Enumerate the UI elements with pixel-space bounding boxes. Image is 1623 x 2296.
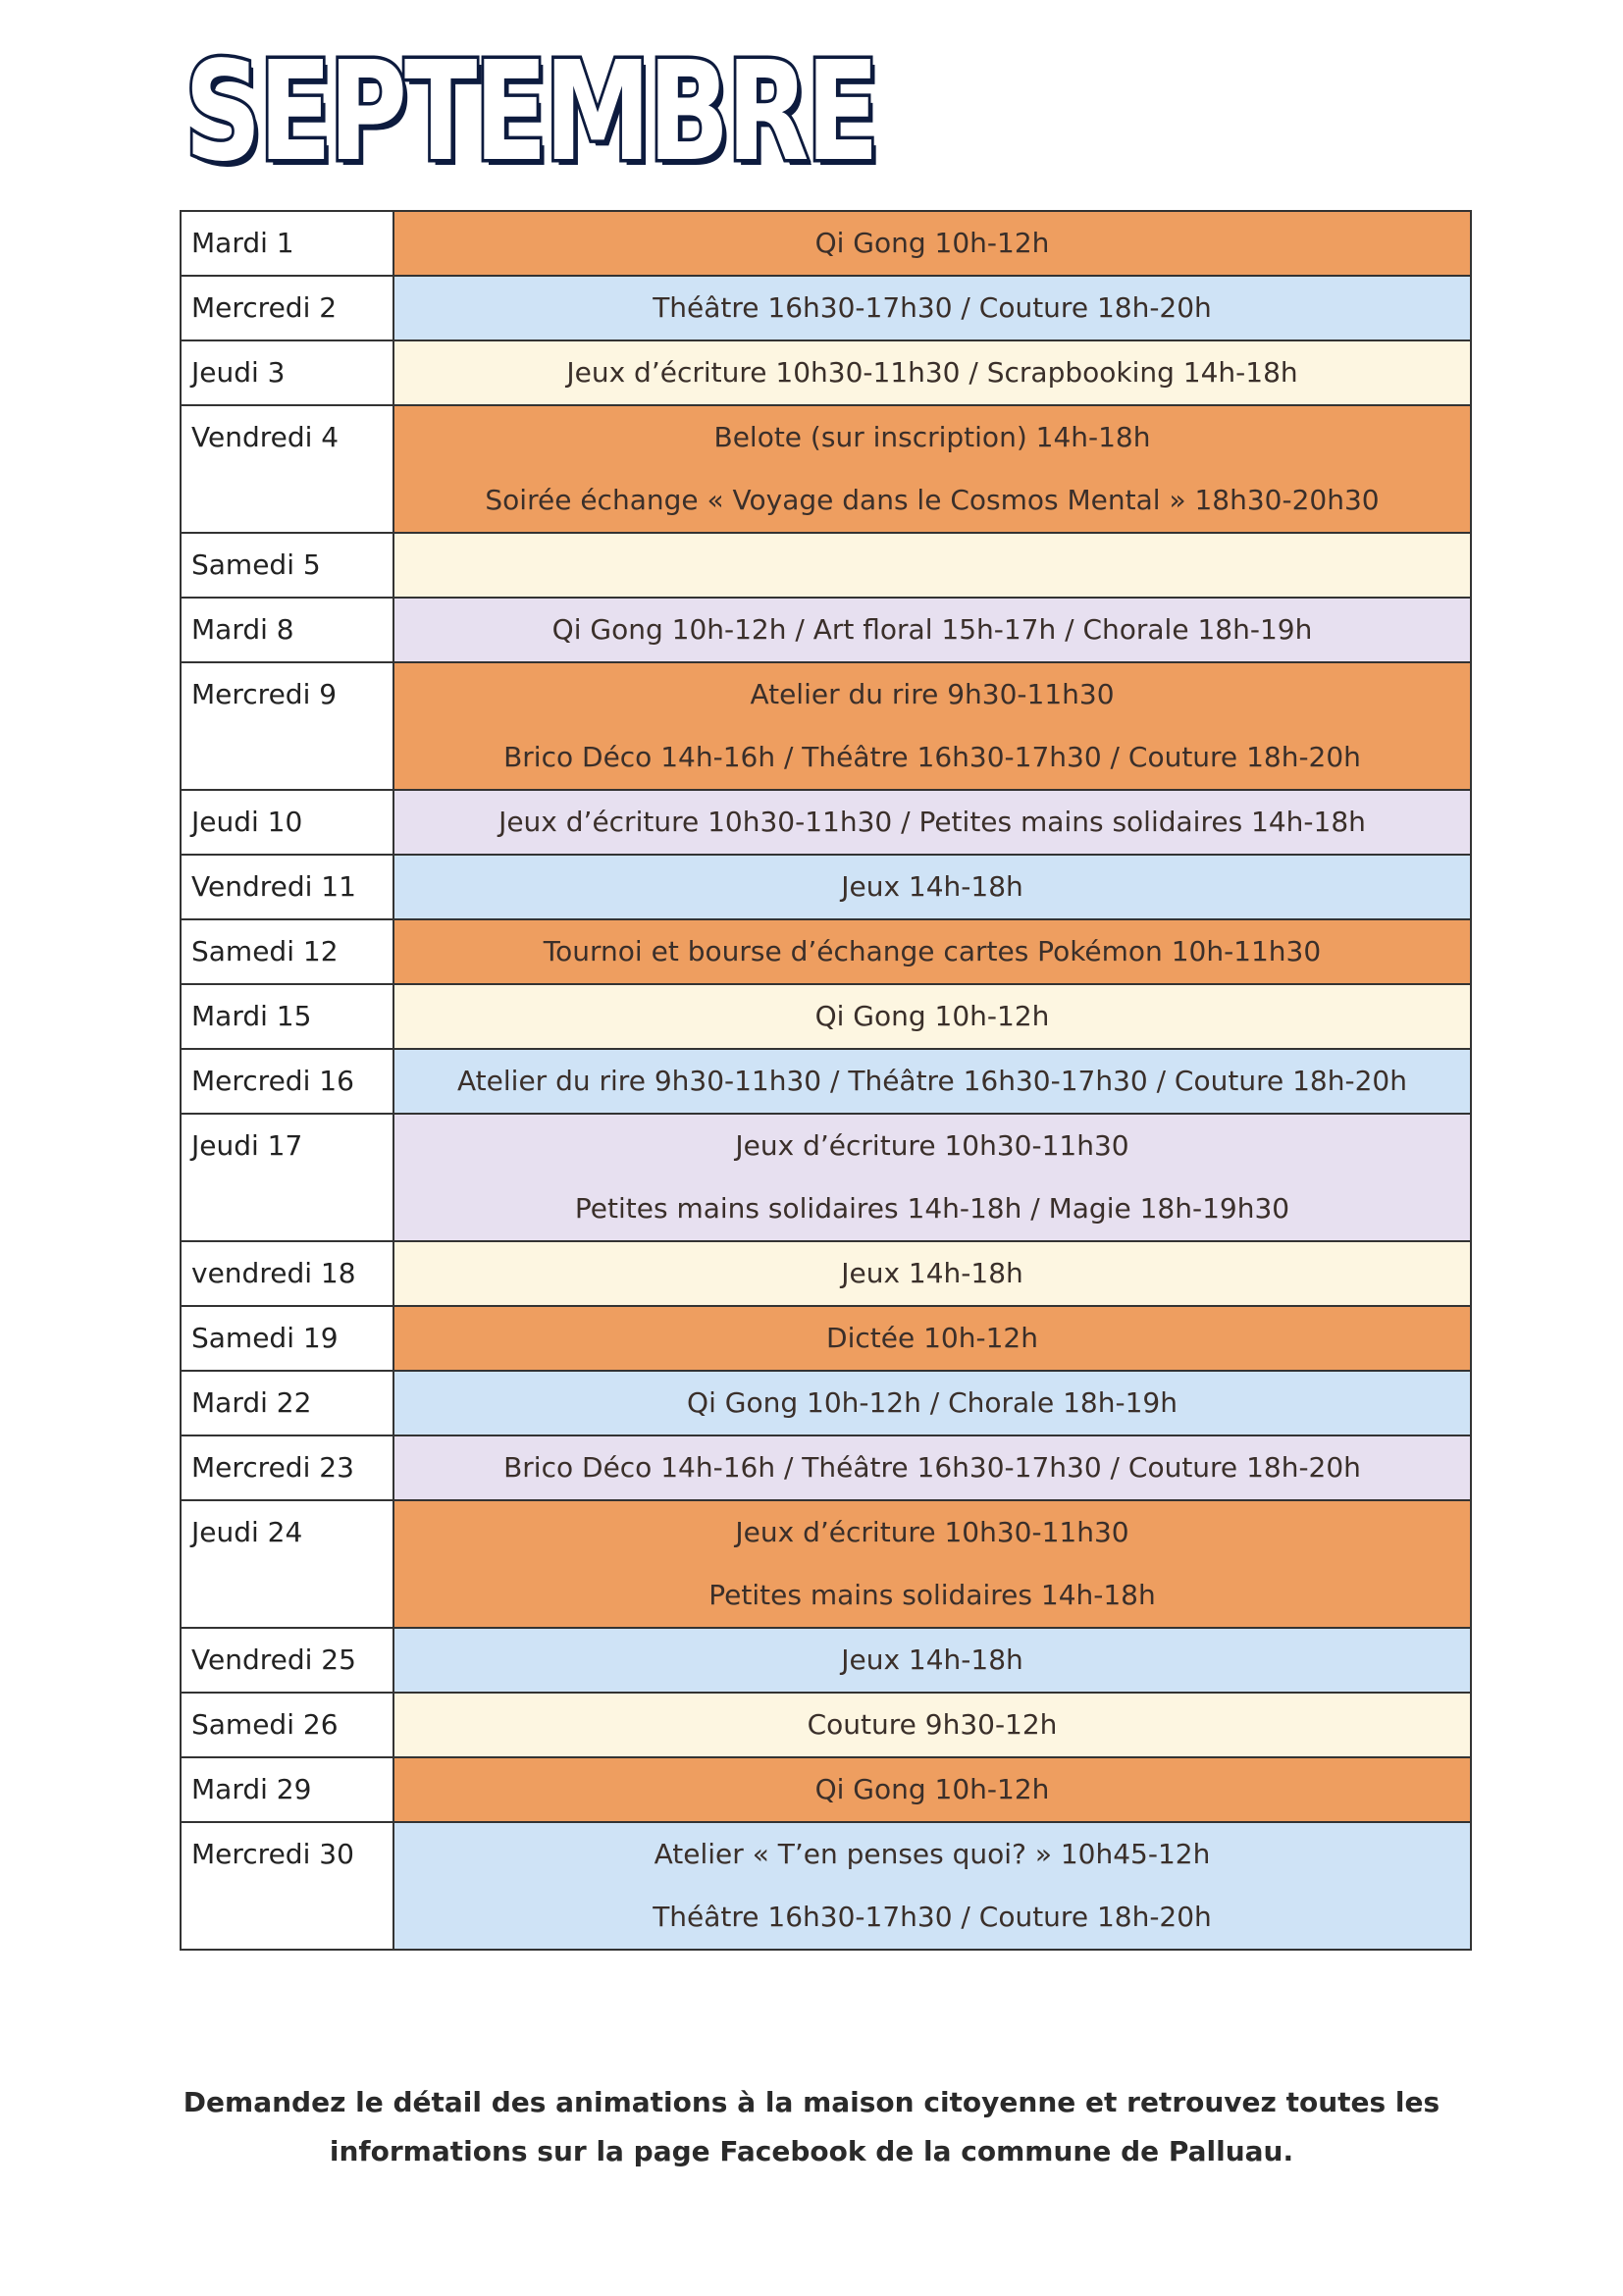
- activity-line: Tournoi et bourse d’échange cartes Pokémon 10h-11h30: [543, 935, 1322, 967]
- day-cell: Vendredi 4: [181, 405, 393, 533]
- activity-line: Qi Gong 10h-12h / Art floral 15h-17h / Chorale 18h-19h: [551, 613, 1313, 646]
- activity-cell: [393, 340, 1471, 405]
- activity-cell: [393, 211, 1471, 276]
- day-cell: Samedi 19: [181, 1306, 393, 1371]
- activity-line: Jeux 14h-18h: [841, 1644, 1023, 1676]
- page-title: SEPTEMBRE: [184, 32, 876, 192]
- activity-line: Qi Gong 10h-12h: [814, 1000, 1050, 1032]
- activity-cell: [393, 1757, 1471, 1822]
- schedule-row: [181, 1435, 1471, 1500]
- activity-line: Petites mains solidaires 14h-18h / Magie 18h-19h30: [574, 1192, 1290, 1225]
- activity-cell: [393, 984, 1471, 1049]
- schedule-row: [181, 211, 1471, 276]
- activity-line: Qi Gong 10h-12h / Chorale 18h-19h: [687, 1386, 1178, 1419]
- footer-note: [0, 2078, 1623, 2176]
- day-cell: Samedi 26: [181, 1693, 393, 1757]
- activity-cell: [393, 1693, 1471, 1757]
- footer-line-1: Demandez le détail des animations à la maison citoyenne et retrouvez toutes les: [183, 2086, 1440, 2118]
- activity-line: Qi Gong 10h-12h: [814, 227, 1050, 259]
- activity-line: Jeux d’écriture 10h30-11h30: [735, 1129, 1129, 1162]
- day-cell: Vendredi 11: [181, 855, 393, 919]
- activity-cell: [393, 533, 1471, 598]
- day-cell: Samedi 12: [181, 919, 393, 984]
- schedule-row: [181, 855, 1471, 919]
- activity-line: Atelier « T’en penses quoi? » 10h45-12h: [654, 1838, 1211, 1870]
- activity-line: Brico Déco 14h-16h / Théâtre 16h30-17h30 / Couture 18h-20h: [503, 741, 1361, 773]
- activity-cell: [393, 1628, 1471, 1693]
- day-cell: Mardi 8: [181, 598, 393, 662]
- day-cell: Jeudi 3: [181, 340, 393, 405]
- day-cell: Mercredi 9: [181, 662, 393, 790]
- activity-cell: [393, 1500, 1471, 1628]
- schedule-row: [181, 984, 1471, 1049]
- schedule-row: [181, 276, 1471, 340]
- day-cell: Vendredi 25: [181, 1628, 393, 1693]
- activity-line: Atelier du rire 9h30-11h30: [750, 678, 1115, 710]
- schedule-row: [181, 1241, 1471, 1306]
- activity-line: Couture 9h30-12h: [807, 1708, 1058, 1741]
- activity-cell: [393, 598, 1471, 662]
- day-cell: Mercredi 30: [181, 1822, 393, 1950]
- schedule-row: [181, 1306, 1471, 1371]
- schedule-row: [181, 533, 1471, 598]
- activity-line: Belote (sur inscription) 14h-18h: [713, 421, 1151, 453]
- schedule-table: [180, 210, 1472, 1951]
- activity-cell: [393, 1306, 1471, 1371]
- activity-cell: [393, 855, 1471, 919]
- activity-line: Jeux 14h-18h: [841, 870, 1023, 903]
- day-cell: Mardi 22: [181, 1371, 393, 1435]
- activity-cell: [393, 1241, 1471, 1306]
- schedule-row: [181, 1500, 1471, 1628]
- activity-line: Atelier du rire 9h30-11h30 / Théâtre 16h30-17h30 / Couture 18h-20h: [457, 1065, 1407, 1097]
- day-cell: Jeudi 17: [181, 1114, 393, 1241]
- schedule-row: [181, 1371, 1471, 1435]
- schedule-row: [181, 790, 1471, 855]
- activity-cell: [393, 790, 1471, 855]
- activity-cell: [393, 1114, 1471, 1241]
- schedule-row: [181, 405, 1471, 533]
- activity-line: Jeux d’écriture 10h30-11h30: [735, 1516, 1129, 1548]
- activity-line: Théâtre 16h30-17h30 / Couture 18h-20h: [653, 1901, 1212, 1933]
- footer-line-2: informations sur la page Facebook de la commune de Palluau.: [329, 2135, 1294, 2167]
- schedule-row: [181, 1049, 1471, 1114]
- schedule-row: [181, 662, 1471, 790]
- activity-line: Brico Déco 14h-16h / Théâtre 16h30-17h30 / Couture 18h-20h: [503, 1451, 1361, 1484]
- activity-cell: [393, 1822, 1471, 1950]
- schedule-row: [181, 1114, 1471, 1241]
- day-cell: Mercredi 2: [181, 276, 393, 340]
- activity-line: Jeux d’écriture 10h30-11h30 / Scrapbooking 14h-18h: [566, 356, 1298, 389]
- activity-line: Soirée échange « Voyage dans le Cosmos Mental » 18h30-20h30: [485, 484, 1380, 516]
- activity-cell: [393, 919, 1471, 984]
- activity-line: Qi Gong 10h-12h: [814, 1773, 1050, 1805]
- day-cell: Mardi 1: [181, 211, 393, 276]
- activity-line: Jeux d’écriture 10h30-11h30 / Petites mains solidaires 14h-18h: [498, 806, 1366, 838]
- activity-line: Dictée 10h-12h: [826, 1322, 1038, 1354]
- activity-line: Théâtre 16h30-17h30 / Couture 18h-20h: [653, 291, 1212, 324]
- activity-line: Jeux 14h-18h: [841, 1257, 1023, 1289]
- schedule-row: [181, 1822, 1471, 1950]
- activity-line: [394, 534, 1470, 597]
- activity-cell: [393, 1435, 1471, 1500]
- schedule-row: [181, 340, 1471, 405]
- schedule-row: [181, 1628, 1471, 1693]
- activity-cell: [393, 1371, 1471, 1435]
- activity-cell: [393, 1049, 1471, 1114]
- activity-line: Petites mains solidaires 14h-18h: [708, 1579, 1156, 1611]
- activity-cell: [393, 662, 1471, 790]
- day-cell: Mardi 29: [181, 1757, 393, 1822]
- day-cell: Mardi 15: [181, 984, 393, 1049]
- day-cell: Mercredi 23: [181, 1435, 393, 1500]
- schedule-body: [181, 211, 1471, 1950]
- day-cell: vendredi 18: [181, 1241, 393, 1306]
- schedule-row: [181, 1757, 1471, 1822]
- activity-cell: [393, 405, 1471, 533]
- day-cell: Jeudi 24: [181, 1500, 393, 1628]
- activity-cell: [393, 276, 1471, 340]
- schedule-row: [181, 919, 1471, 984]
- day-cell: Mercredi 16: [181, 1049, 393, 1114]
- day-cell: Jeudi 10: [181, 790, 393, 855]
- schedule-row: [181, 1693, 1471, 1757]
- day-cell: Samedi 5: [181, 533, 393, 598]
- schedule-row: [181, 598, 1471, 662]
